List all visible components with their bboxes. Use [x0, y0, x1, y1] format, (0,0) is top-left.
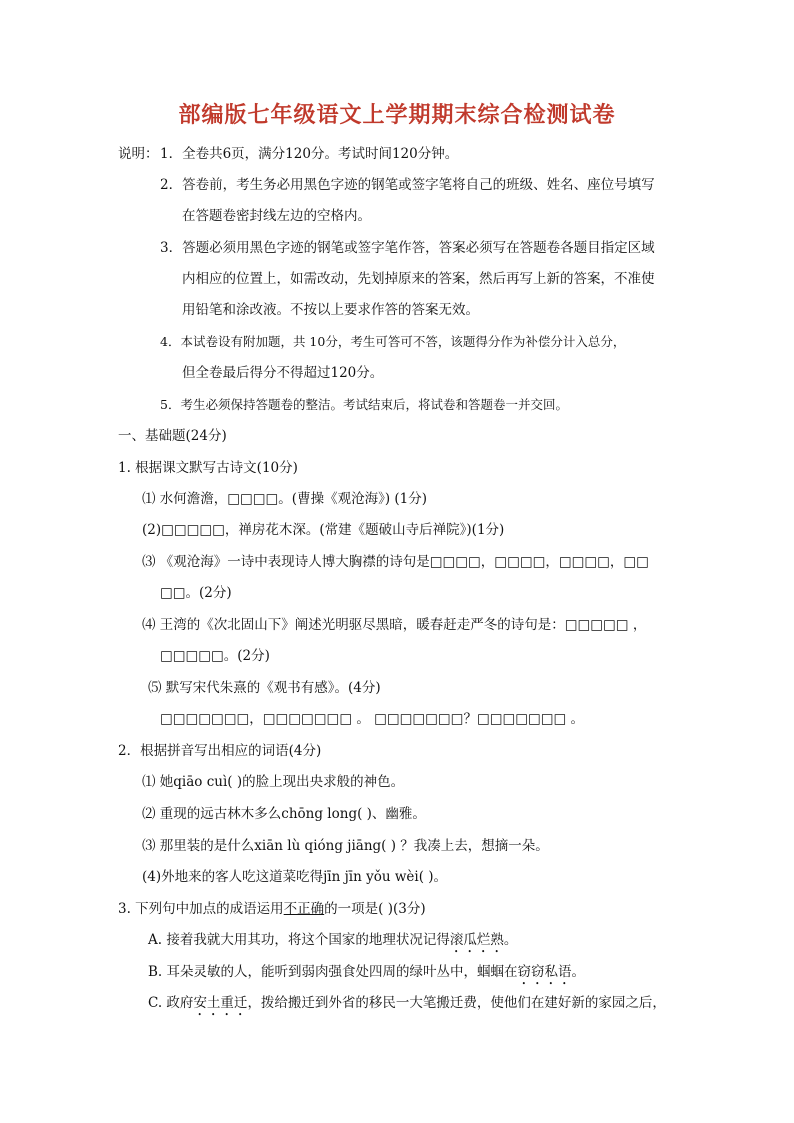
instruction-item-2-cont: 在答题卷密封线左边的空格内。 — [182, 208, 371, 224]
question-2-sub-4: (4)外地来的客人吃这道菜吃得jīn jīn yǒu wèi( )。 — [142, 869, 448, 885]
question-3-negation: 不正确 — [283, 901, 325, 917]
question-3-stem-prefix: 3. 下列句中加点的成语运用 — [118, 901, 284, 917]
option-b-end: 。 — [571, 964, 586, 980]
instruction-item-3-cont: 内相应的位置上，如需改动，先划掉原来的答案，然后再写上新的答案，不准使 — [182, 271, 655, 287]
question-2-sub-1: ⑴ 她qiāo cuì( )的脸上现出央求般的神色。 — [142, 774, 405, 790]
instruction-item-3: 3．答题必须用黑色字迹的钢笔或签字笔作答，答案必须写在答题卷各题目指定区域 — [160, 240, 655, 256]
option-a-text: A. 接着我就大用其功，将这个国家的地理状况记得 — [148, 932, 450, 948]
question-1-sub-5: ⑸ 默写宋代朱熹的《观书有感》。(4分) — [148, 680, 381, 696]
question-1-sub-1: ⑴ 水何澹澹，□□□□。(曹操《观沧海》) (1分) — [142, 491, 428, 507]
question-3-stem-suffix: 的一项是( )(3分) — [324, 901, 426, 917]
instruction-item-1: 1．全卷共6页，满分120分。考试时间120分钟。 — [160, 146, 459, 162]
instructions-lead: 说明： — [118, 146, 159, 162]
option-c-end: ，拨给搬迁到外省的移民一大笔搬迁费，使他们在建好新的家园之后， — [247, 995, 666, 1011]
question-1-sub-4: ⑷ 王湾的《次北固山下》阐述光明驱尽黑暗，暖春赶走严冬的诗句是：□□□□□ ， — [142, 617, 647, 633]
option-b-dotted-idiom: 窃窃私语 — [517, 964, 572, 980]
question-2-sub-2: ⑵ 重现的远古林木多么chōng long( )、幽雅。 — [142, 806, 426, 822]
instruction-item-5: 5．考生必须保持答题卷的整洁。考试结束后，将试卷和答题卷一并交回。 — [160, 397, 568, 412]
question-1-sub-4-cont: □□□□□。(2分) — [160, 648, 270, 664]
question-2-stem: 2．根据拼音写出相应的词语(4分) — [118, 743, 322, 759]
page-title: 部编版七年级语文上学期期末综合检测试卷 — [178, 102, 616, 128]
question-1-sub-3: ⑶ 《观沧海》一诗中表现诗人博大胸襟的诗句是□□□□，□□□□，□□□□，□□ — [142, 554, 649, 570]
option-a — [148, 930, 517, 956]
section-heading: 一、基础题(24分) — [118, 428, 227, 444]
instruction-item-4-cont: 但全卷最后得分不得超过120分。 — [182, 365, 384, 381]
question-1-sub-3-cont: □□。(2分) — [160, 585, 232, 601]
option-b — [148, 962, 585, 988]
instruction-item-4: 4．本试卷设有附加题，共 10分，考生可答可不答，该题得分作为补偿分计入总分， — [160, 334, 626, 349]
question-1-sub-5-answer-blanks: □□□□□□□，□□□□□□□ 。 □□□□□□□？□□□□□□□ 。 — [160, 711, 585, 727]
question-3-stem — [118, 899, 426, 919]
option-c-text: C. 政府 — [148, 995, 194, 1011]
question-1-stem: 1. 根据课文默写古诗文(10分) — [118, 460, 298, 476]
option-c-dotted-idiom: 安土重迁 — [193, 995, 248, 1011]
question-1-sub-2: (2)□□□□□，禅房花木深。(常建《题破山寺后禅院》)(1分) — [142, 522, 505, 538]
option-a-dotted-idiom: 滚瓜烂熟 — [449, 932, 504, 948]
option-c — [148, 993, 666, 1019]
instruction-item-2: 2．答卷前，考生务必用黑色字迹的钢笔或签字笔将自己的班级、姓名、座位号填写 — [160, 177, 655, 193]
instruction-item-3-cont2: 用铅笔和涂改液。不按以上要求作答的答案无效。 — [182, 302, 479, 318]
option-b-text: B. 耳朵灵敏的人，能听到弱肉强食处四周的绿叶丛中，蝈蝈在 — [148, 964, 518, 980]
option-a-end: 。 — [503, 932, 518, 948]
question-2-sub-3: ⑶ 那里装的是什么xiān lù qióng jiāng( ) ？我凑上去，想摘一朵。 — [142, 838, 549, 854]
